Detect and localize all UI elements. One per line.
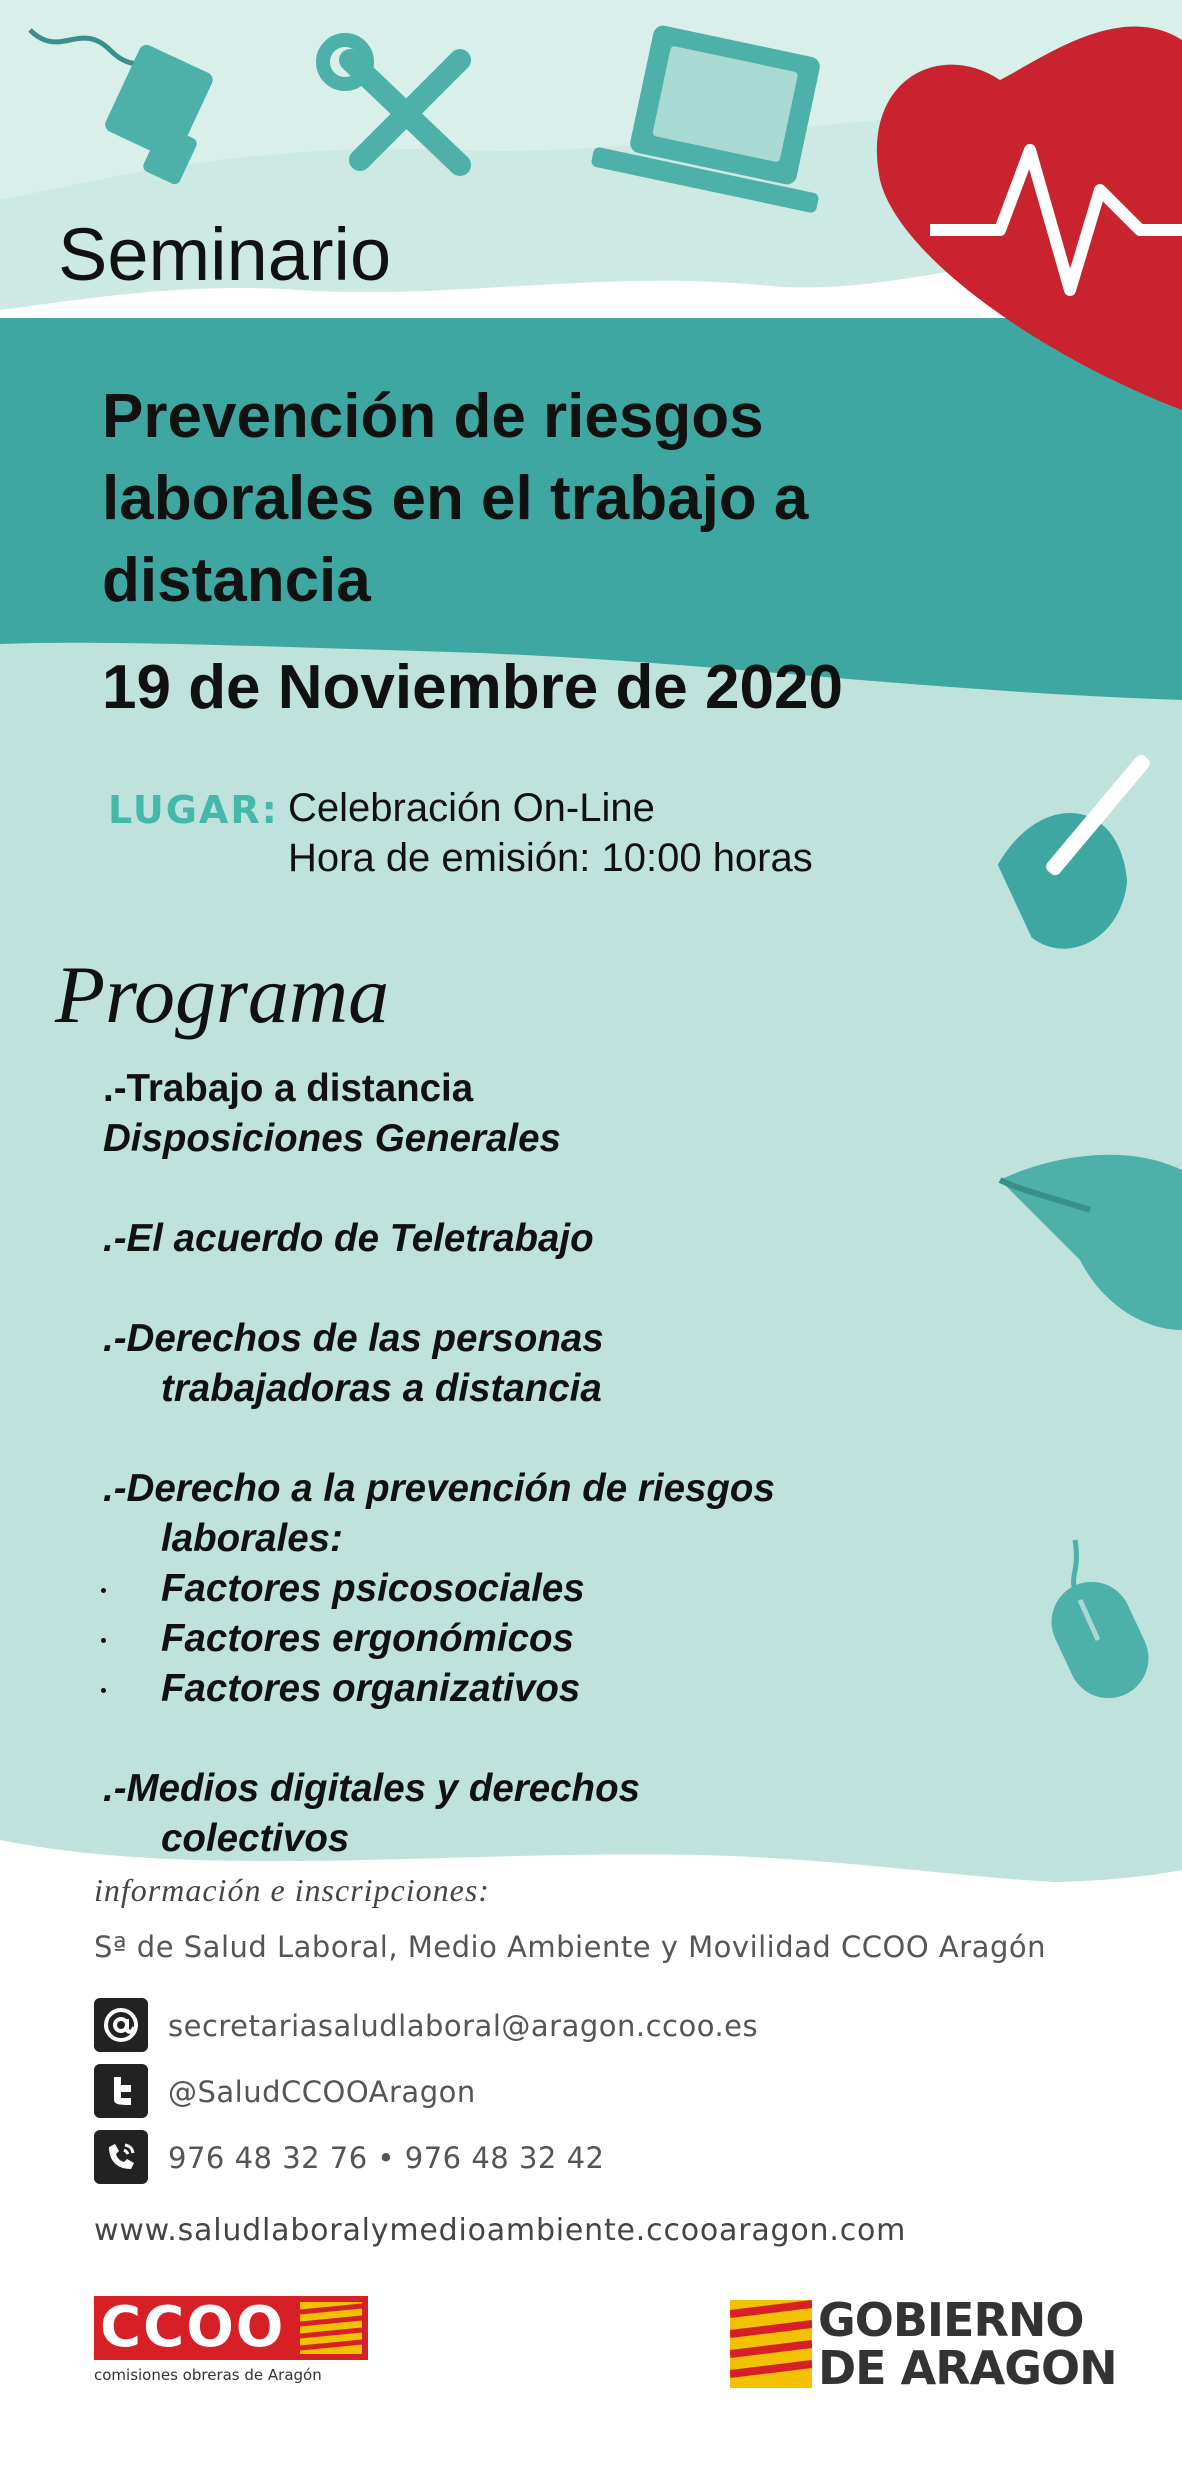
programa-item-cont: laborales: [161,1517,343,1560]
programa-bullet: Factores ergonómicos [103,1614,1003,1664]
programa-item-cont: trabajadoras a distancia [161,1367,602,1410]
seminar-date: 19 de Noviembre de 2020 [102,653,843,722]
at-icon [94,1998,148,2052]
seminar-title [102,376,1062,622]
ccoo-logo-text: CCOO [100,2295,286,2360]
gobierno-flag-icon [730,2300,812,2388]
ccoo-logo-subtitle: comisiones obreras de Aragón [94,2366,322,2384]
seminar-kicker: Seminario [58,213,392,296]
phone-icon [94,2130,148,2184]
programa-item: .-Derechos de las personas [103,1317,604,1360]
website-link[interactable]: www.saludlaboralymedioambiente.ccooaragon.com [94,2213,907,2248]
info-subtitle: Sª de Salud Laboral, Medio Ambiente y Movilidad CCOO Aragón [94,1930,1046,1964]
contact-email[interactable]: secretariasaludlaboral@aragon.ccoo.es [168,2009,759,2043]
programa-item: .-Trabajo a distancia [103,1067,474,1110]
programa-list [103,1064,1003,1864]
programa-item: .-El acuerdo de Teletrabajo [103,1217,594,1260]
programa-bullet: Factores psicosociales [103,1564,1003,1614]
aragon-flag-icon [300,2302,362,2354]
contact-twitter[interactable]: @SaludCCOOAragon [168,2075,476,2109]
title-line: distancia [102,546,371,615]
programa-item: .-Derecho a la prevención de riesgos [103,1467,775,1510]
twitter-icon [94,2064,148,2118]
programa-item-cont: colectivos [161,1817,350,1860]
programa-heading: Programa [55,949,390,1040]
lugar-label: LUGAR: [108,788,279,832]
title-line: laborales en el trabajo a [102,464,809,533]
gobierno-logo-text: GOBIERNO DE ARAGON [818,2293,1117,2395]
programa-item: .-Medios digitales y derechos [103,1767,641,1810]
contact-phones: 976 48 32 76 • 976 48 32 42 [168,2141,605,2175]
lugar-line: Celebración On-Line [288,786,655,830]
programa-bullet: Factores organizativos [103,1664,1003,1714]
title-line: Prevención de riesgos [102,382,764,451]
programa-subitem: Disposiciones Generales [103,1117,561,1160]
info-title: información e inscripciones: [94,1872,490,1908]
lugar-line: Hora de emisión: 10:00 horas [288,836,813,880]
